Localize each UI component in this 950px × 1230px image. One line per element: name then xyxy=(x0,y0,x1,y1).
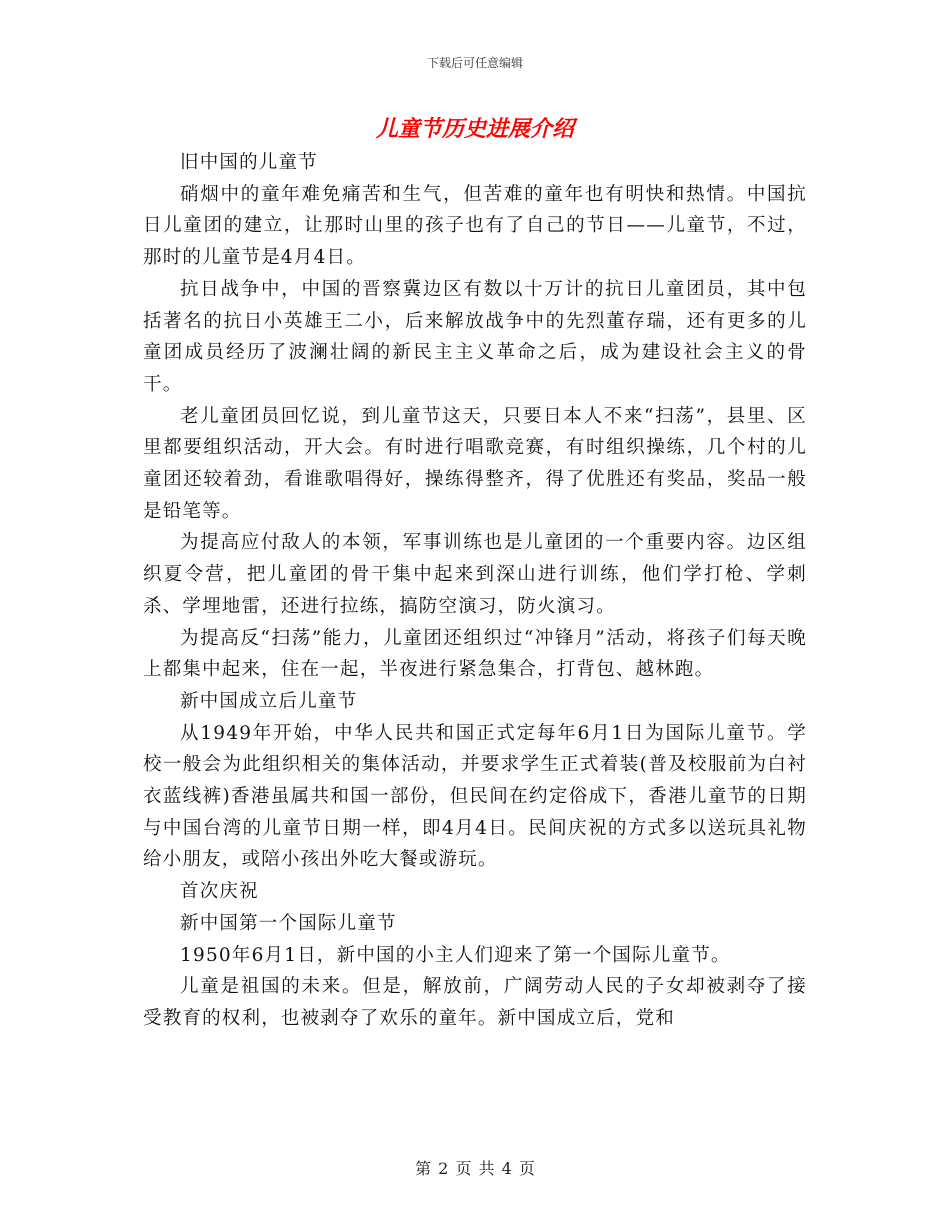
paragraph: 抗日战争中，中国的晋察冀边区有数以十万计的抗日儿童团员，其中包括著名的抗日小英雄王二小，后来解放战争中的先烈董存瑞，还有更多的儿童团成员经历了波澜壮阔的新民主主义革命之后，成为建设社会主义的骨干。 xyxy=(143,278,807,395)
paragraph: 儿童是祖国的未来。但是，解放前，广阔劳动人民的子女却被剥夺了接受教育的权利，也被剥夺了欢乐的童年。新中国成立后，党和 xyxy=(143,976,807,1029)
paragraph: 老儿童团员回忆说，到儿童节这天，只要日本人不来“扫荡”，县里、区里都要组织活动，开大会。有时进行唱歌竞赛，有时组织操练，几个村的儿童团还较着劲，看谁歌唱得好，操练得整齐，得了优胜还有奖品，奖品一般是铅笔等。 xyxy=(143,405,807,522)
section-heading-new-china: 新中国成立后儿童节 xyxy=(180,690,358,712)
header-note: 下载后可任意编辑 xyxy=(426,56,523,70)
paragraph: 从1949年开始，中华人民共和国正式定每年6月1日为国际儿童节。学校一般会为此组织相关的集体活动，并要求学生正式着装(普及校服前为白衬衣蓝线裤)香港虽属共和国一部份，但民间在约定俗成下，香港儿童节的日期与中国台湾的儿童节日期一样，即4月4日。民间庆祝的方式多以送玩具礼物给小朋友，或陪小孩出外吃大餐或游玩。 xyxy=(143,722,807,871)
paragraph: 为提高反“扫荡”能力，儿童团还组织过“冲锋月”活动，将孩子们每天晚上都集中起来，住在一起，半夜进行紧急集合，打背包、越林跑。 xyxy=(143,627,807,681)
document-title: 儿童节历史进展介绍 xyxy=(375,116,574,142)
paragraph: 1950年6月1日，新中国的小主人们迎来了第一个国际儿童节。 xyxy=(180,944,731,966)
paragraph: 为提高应付敌人的本领，军事训练也是儿童团的一个重要内容。边区组织夏令营，把儿童团的骨干集中起来到深山进行训练，他们学打枪、学刺杀、学埋地雷，还进行拉练，搞防空演习，防火演习。 xyxy=(143,532,807,617)
section-subheading: 新中国第一个国际儿童节 xyxy=(180,912,397,934)
document-body xyxy=(143,147,807,1035)
section-heading-old-china: 旧中国的儿童节 xyxy=(180,152,318,173)
page-number-footer: 第 2 页 共 4 页 xyxy=(415,1159,535,1178)
section-heading-first-celebration: 首次庆祝 xyxy=(180,881,259,903)
paragraph: 硝烟中的童年难免痛苦和生气，但苦难的童年也有明快和热情。中国抗日儿童团的建立，让那时山里的孩子也有了自己的节日——儿童节，不过，那时的儿童节是4月4日。 xyxy=(143,183,807,269)
